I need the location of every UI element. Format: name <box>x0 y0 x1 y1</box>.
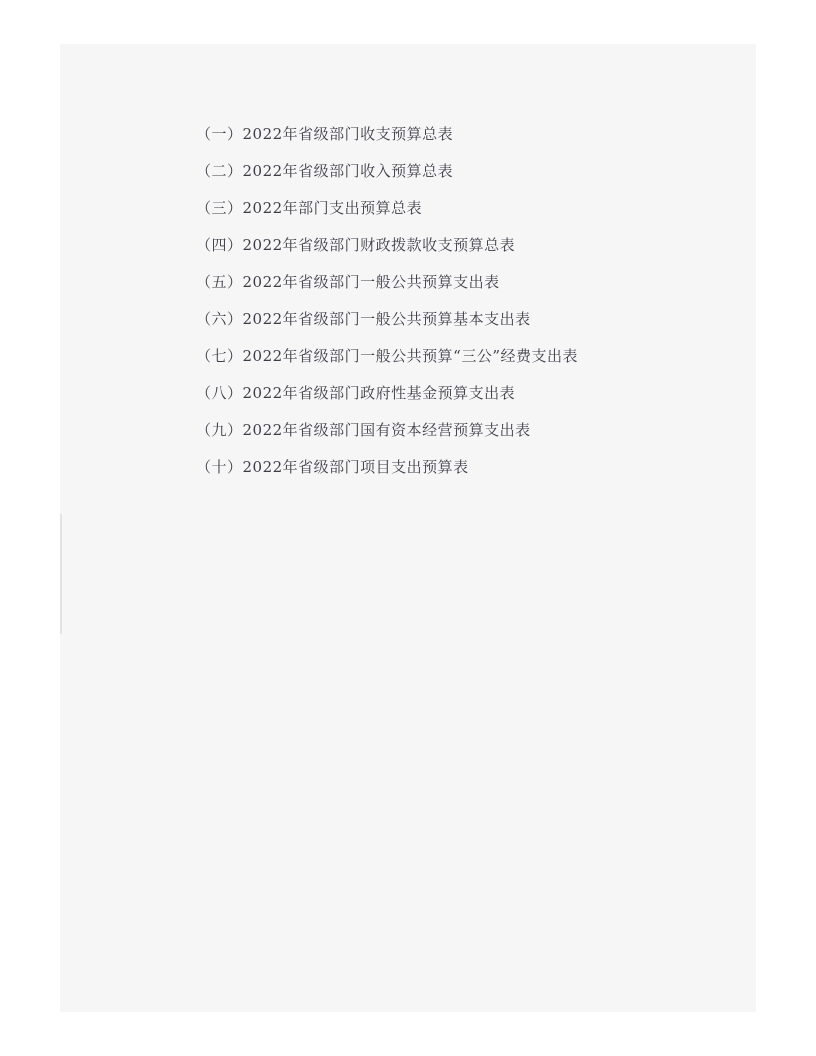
list-item-6: （六）2022年省级部门一般公共预算基本支出表 <box>196 310 531 328</box>
list-item-2: （二）2022年省级部门收入预算总表 <box>196 162 454 180</box>
budget-table-list <box>196 124 578 494</box>
list-item-3: （三）2022年部门支出预算总表 <box>196 199 423 217</box>
list-item-5: （五）2022年省级部门一般公共预算支出表 <box>196 273 500 291</box>
list-item-10: （十）2022年省级部门项目支出预算表 <box>196 458 469 476</box>
list-item-8: （八）2022年省级部门政府性基金预算支出表 <box>196 384 516 402</box>
list-item-1: （一）2022年省级部门收支预算总表 <box>196 125 454 143</box>
list-item-9: （九）2022年省级部门国有资本经营预算支出表 <box>196 421 531 439</box>
list-item-4: （四）2022年省级部门财政拨款收支预算总表 <box>196 236 516 254</box>
list-item-7: （七）2022年省级部门一般公共预算“三公”经费支出表 <box>196 347 579 365</box>
